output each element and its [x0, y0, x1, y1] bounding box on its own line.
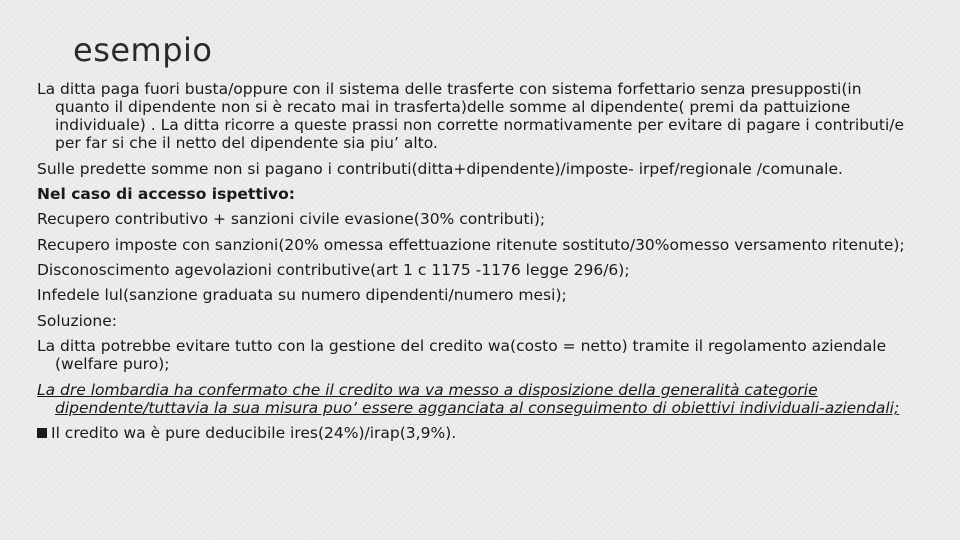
- paragraph-solution-heading: Soluzione:: [37, 312, 117, 330]
- paragraph-inspection-heading: [37, 185, 905, 203]
- deductible-text: Il credito wa è pure deducibile ires(24%)/irap(3,9%).: [51, 424, 457, 442]
- paragraph-lul: Infedele lul(sanzione graduata su numero dipendenti/numero mesi);: [37, 286, 567, 304]
- paragraph-agevolazioni: Disconoscimento agevolazioni contributive(art 1 c 1175 -1176 legge 296/6);: [37, 261, 630, 279]
- slide-title: esempio: [73, 31, 213, 69]
- paragraph-deductible: [37, 424, 905, 442]
- paragraph-tax-recovery: Recupero imposte con sanzioni(20% omessa effettuazione ritenute sostituto/30%omesso versamento ritenute);: [37, 236, 905, 254]
- inspection-heading-text: Nel caso di accesso ispettivo:: [37, 185, 295, 203]
- paragraph-intro: La ditta paga fuori busta/oppure con il sistema delle trasferte con sistema forfettario senza presupposti(in quanto il dipendente non si è recato mai in trasferta)delle somme al dipendente( premi da pattuizione individuale) . La ditta ricorre a queste prassi non corrette normativamente per evitare di pagare i contributi/e per far si che il netto del dipendente sia piu’ alto.: [37, 80, 905, 152]
- paragraph-no-contributions: Sulle predette somme non si pagano i contributi(ditta+dipendente)/imposte- irpef/regionale /comunale.: [37, 160, 843, 178]
- paragraph-contribution-recovery: Recupero contributivo + sanzioni civile evasione(30% contributi);: [37, 210, 546, 228]
- slide-body: [37, 80, 905, 449]
- square-bullet-icon: [37, 428, 47, 438]
- paragraph-solution: La ditta potrebbe evitare tutto con la gestione del credito wa(costo = netto) tramite il regolamento aziendale (welfare puro);: [37, 337, 887, 373]
- paragraph-dre-lombardia: [37, 381, 905, 417]
- dre-lombardia-text: La dre lombardia ha confermato che il credito wa va messo a disposizione della generalità categorie dipendente/tuttavia la sua misura puo’ essere agganciata al conseguimento di obiettivi individuali-aziendali;: [37, 381, 900, 417]
